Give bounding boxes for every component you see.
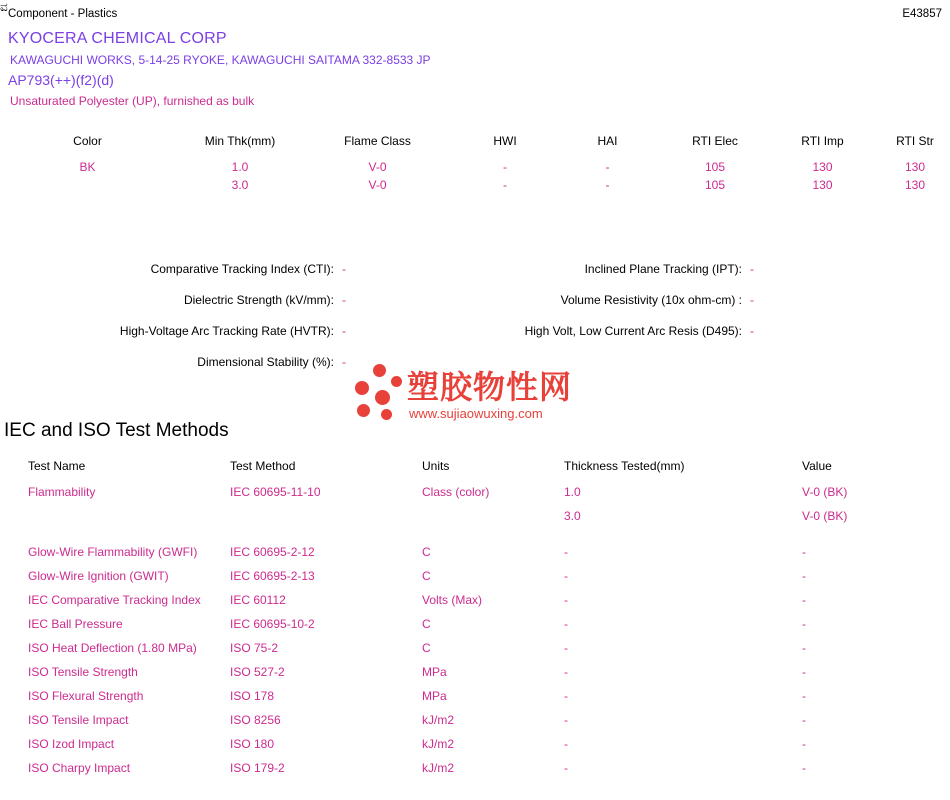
property-value: - [342,324,346,338]
ratings-cell-rtielec: 105 [704,160,726,174]
test-thickness: - [564,689,568,703]
test-units: Volts (Max) [422,593,483,607]
property-value: - [750,324,754,338]
ratings-cell-flameclass: V-0 [368,160,387,174]
test-thickness: - [564,641,568,655]
test-value: V-0 (BK) [802,509,848,523]
ratings-cell-minthk: 3.0 [231,178,249,192]
ratings-cell-hwi: - [503,160,507,174]
property-row [0,355,950,369]
table-row [0,660,950,684]
test-method: ISO 8256 [230,713,281,727]
test-value: - [802,545,806,559]
property-row [0,324,950,338]
property-value: - [750,262,754,276]
ratings-cell-rtielec: 105 [704,178,726,192]
company-name: KYOCERA CHEMICAL CORP [8,30,227,47]
ratings-col-hwi: HWI [493,134,517,148]
property-label: Dimensional Stability (%): [197,355,334,369]
test-method: IEC 60695-10-2 [230,617,315,631]
ratings-cell-hai: - [605,160,610,174]
tests-col-testname: Test Name [28,459,86,473]
table-row [0,636,950,660]
property-cti [0,262,350,276]
test-method: IEC 60112 [230,593,286,607]
material-designation: AP793(++)(f2)(d) [8,72,114,88]
tests-col-units: Units [422,459,450,473]
ratings-col-minthk: Min Thk(mm) [204,134,276,148]
test-methods-table [0,455,950,780]
document-header [0,8,950,20]
test-thickness: - [564,545,568,559]
test-name: ISO Charpy Impact [28,761,131,775]
property-volume-resistivity [350,293,950,307]
test-value: - [802,641,806,655]
test-name: Flammability [28,485,96,499]
watermark-url: www.sujiaowuxing.com [409,406,543,421]
table-row [0,612,950,636]
test-name: IEC Comparative Tracking Index [28,593,201,607]
ratings-col-rtielec: RTI Elec [692,134,738,148]
material-description: Unsaturated Polyester (UP), furnished as bulk [10,94,255,108]
test-method: ISO 180 [230,737,275,751]
test-method: IEC 60695-11-10 [230,485,321,499]
test-thickness: - [564,761,568,775]
test-name: ISO Tensile Impact [28,713,129,727]
test-thickness: - [564,713,568,727]
test-thickness: 3.0 [564,509,581,523]
test-thickness: 1.0 [564,485,581,499]
test-name: ISO Heat Deflection (1.80 MPa) [28,641,197,655]
test-units: kJ/m2 [422,737,455,751]
test-value: - [802,593,806,607]
test-thickness: - [564,569,568,583]
property-label: Dielectric Strength (kV/mm): [183,293,334,307]
test-method: ISO 527-2 [230,665,285,679]
test-units: kJ/m2 [422,761,455,775]
ratings-cell-rtiimp: 130 [812,160,833,174]
test-name: ISO Izod Impact [28,737,115,751]
ratings-table [0,130,950,194]
table-row [0,684,950,708]
test-method: ISO 75-2 [230,641,279,655]
property-row [0,262,950,276]
test-units: MPa [422,665,447,679]
tests-header-row [0,455,950,480]
property-value: - [750,293,754,307]
test-value: - [802,713,806,727]
tests-col-testmethod: Test Method [230,459,296,473]
table-spacer-row [0,528,950,540]
test-name: ISO Flexural Strength [28,689,144,703]
test-thickness: - [564,737,568,751]
test-method [230,504,422,528]
ratings-cell-rtistr: 130 [904,160,926,174]
company-address: KAWAGUCHI WORKS, 5-14-25 RYOKE, KAWAGUCHI SAITAMA 332-8533 JP [10,53,431,67]
test-value: - [802,737,806,751]
ratings-header-row [0,130,950,158]
ratings-col-color: Color [73,134,102,148]
test-units: C [422,569,431,583]
ratings-col-rtistr: RTI Str [896,134,934,148]
document-page: Component - Plastics E43857 KYOCERA CHEMICAL CORP KAWAGUCHI WORKS, 5-14-25 RYOKE, KAWAGUCHI SAITAMA 332-8533 JP AP793(++)(f2)(d) Unsaturated Polyester (UP), furnished as bulk Color Min Thk(mm) Flame Class HWI HAI RTI Elec RTI Imp RTI Str BK 1.0 V-0 - - 105 130 130 3.0 V-0 - - 105 130 130 Comparative Tracking Index (CTI): - Inclined Plane Tracking (IPT): - Dielectric Strength (kV/mm): - Volume Resistivity (10x ohm-cm) : - High-Voltage Arc Tracking Rate (HVTR): - High Volt, Low Current Arc Resis (D495): - Dimensional Stability (%): - 塑胶物性网 www.sujiaowuxing.com IEC and ISO Test Methods ವ Test Name Test Method Units Thickness Tested(mm) Value Flammability IEC 60695-11-10 Class (color) 1.0 V-0 (BK) 3.0 V-0 (BK) Glow-Wire Flammability (GWFI) IEC 60695-2-12 C - - Glow-Wire Ignition (GWIT) IEC 60695-2-13 C - - IEC Comparative Tracking Index IEC 60112 Volts (Max) - - IEC Ball Pressure IEC 60695-10-2 C - - ISO Heat Deflection (1.80 MPa) ISO 75-2 C - - ISO Tensile Strength ISO 527-2 MPa - - ISO Flexural Strength ISO 178 MPa - - ISO Tensile Impact ISO 8256 kJ/m2 - - ISO Izod Impact ISO 180 kJ/m2 - - ISO Charpy Impact ISO 179-2 kJ/m2 - - [0,0,950,800]
ratings-col-flameclass: Flame Class [344,134,411,148]
test-units: C [422,545,431,559]
test-units: C [422,617,431,631]
ratings-cell-rtiimp: 130 [812,178,833,192]
ratings-col-hai: HAI [597,134,618,148]
ratings-cell-hai: - [605,178,610,192]
component-label: Component - Plastics [8,8,118,20]
table-row [0,176,950,194]
test-units: MPa [422,689,447,703]
test-units: Class (color) [422,485,490,499]
test-units [422,504,564,528]
property-value: - [342,293,346,307]
test-name: ISO Tensile Strength [28,665,138,679]
test-value: V-0 (BK) [802,485,848,499]
ratings-cell-color [0,176,175,194]
test-units: kJ/m2 [422,713,455,727]
table-row [0,504,950,528]
table-row [0,540,950,564]
tests-col-value: Value [802,459,832,473]
test-value: - [802,761,806,775]
test-method: ISO 179-2 [230,761,285,775]
properties-block [0,262,950,386]
test-name: IEC Ball Pressure [28,617,123,631]
property-label: High-Voltage Arc Tracking Rate (HVTR): [119,324,334,338]
property-dielectric-strength [0,293,350,307]
test-method: IEC 60695-2-12 [230,545,315,559]
ratings-cell-color: BK [79,160,96,174]
test-units: C [422,641,431,655]
property-d495 [350,324,950,338]
property-dimensional-stability [0,355,350,369]
property-value: - [342,262,346,276]
property-hvtr [0,324,350,338]
test-thickness: - [564,593,568,607]
test-thickness: - [564,665,568,679]
test-method: IEC 60695-2-13 [230,569,315,583]
test-value: - [802,689,806,703]
property-row [0,293,950,307]
test-name [0,504,230,528]
property-empty [350,355,950,369]
table-row [0,708,950,732]
test-name: Glow-Wire Flammability (GWFI) [28,545,198,559]
ratings-col-rtiimp: RTI Imp [801,134,844,148]
property-ipt [350,262,950,276]
watermark-text: 塑胶物性网 [407,368,573,406]
tests-col-thickness: Thickness Tested(mm) [564,459,685,473]
ratings-cell-hwi: - [503,178,507,192]
property-label: Inclined Plane Tracking (IPT): [584,262,742,276]
ratings-cell-minthk: 1.0 [231,160,249,174]
file-number: E43857 [902,8,942,20]
ratings-cell-rtistr: 130 [904,178,926,192]
test-value: - [802,569,806,583]
property-label: High Volt, Low Current Arc Resis (D495): [524,324,742,338]
property-label: Comparative Tracking Index (CTI): [150,262,334,276]
property-value: - [342,355,346,369]
page-title: IEC and ISO Test Methods [4,420,229,441]
test-method: ISO 178 [230,689,275,703]
table-row [0,756,950,780]
test-thickness: - [564,617,568,631]
table-row [0,564,950,588]
ratings-cell-flameclass: V-0 [368,178,387,192]
table-row [0,588,950,612]
table-row [0,732,950,756]
property-label: Volume Resistivity (10x ohm-cm) : [560,293,742,307]
table-row [0,480,950,504]
test-value: - [802,665,806,679]
table-row [0,158,950,176]
test-value: - [802,617,806,631]
test-name: Glow-Wire Ignition (GWIT) [28,569,169,583]
